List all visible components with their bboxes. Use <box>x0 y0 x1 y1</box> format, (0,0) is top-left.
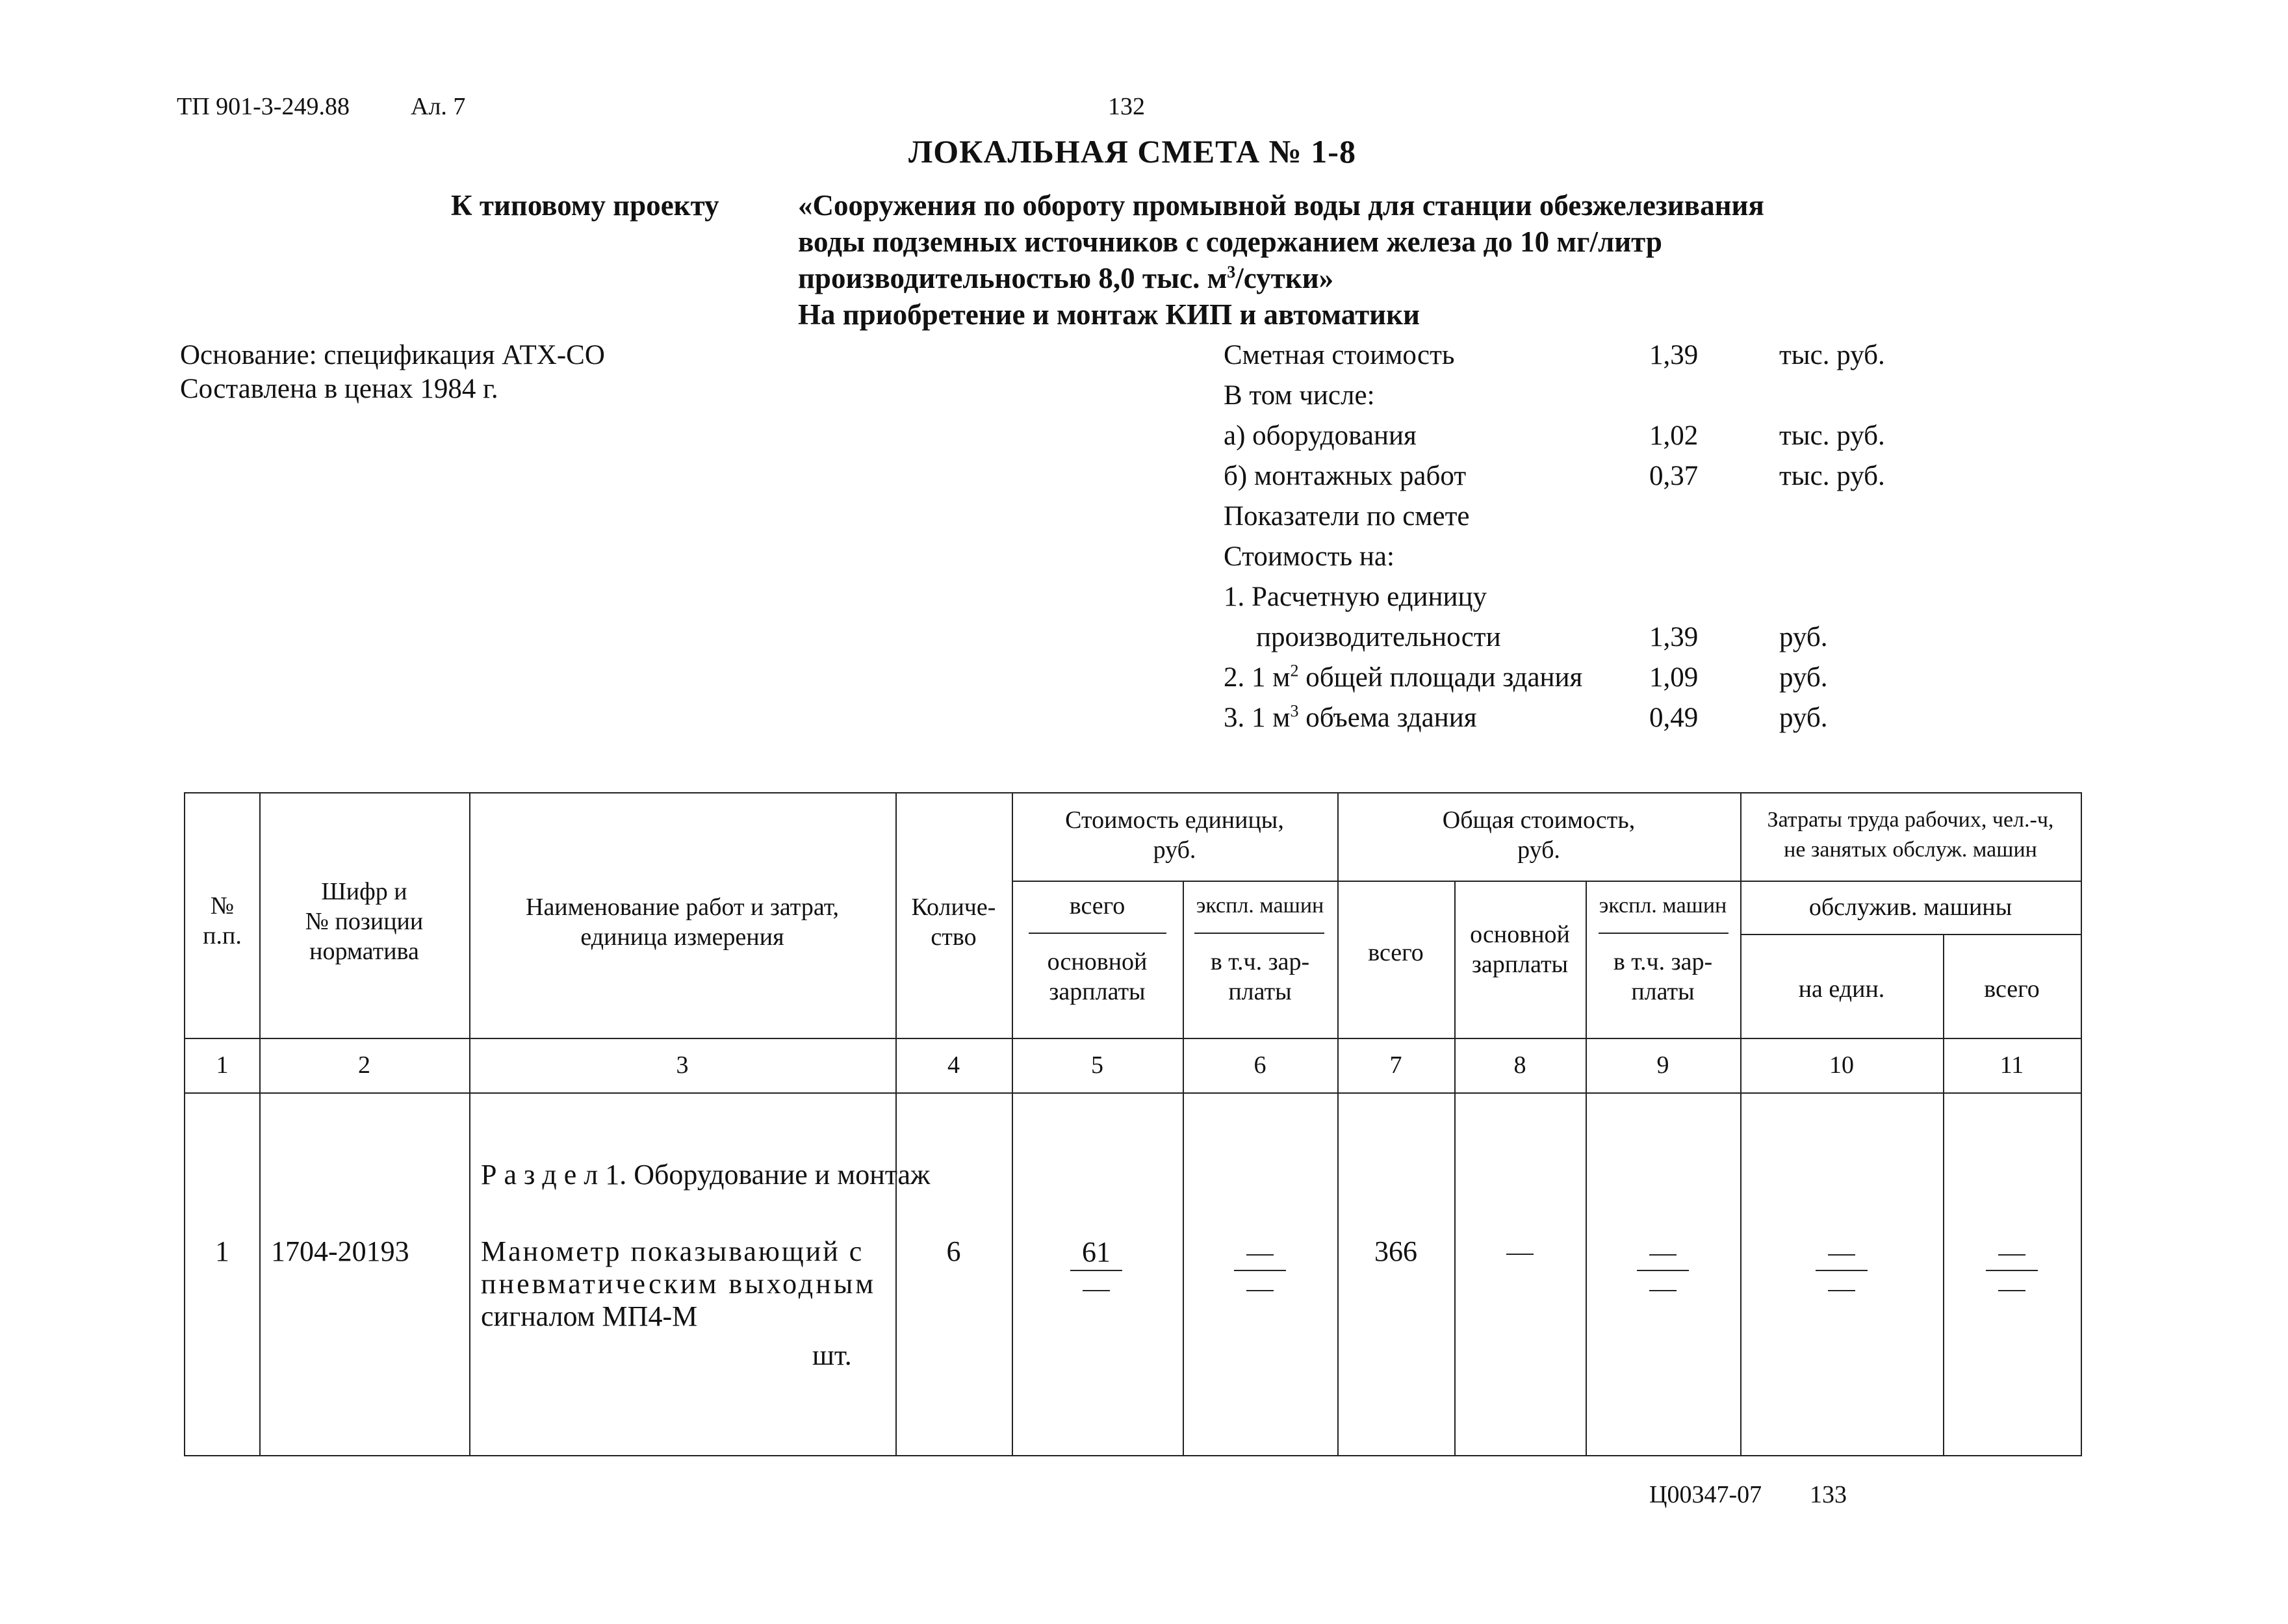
installation-unit: тыс. руб. <box>1779 461 1885 491</box>
project-line-2: воды подземных источников с содержанием железа до 10 мг/литр <box>798 226 1662 258</box>
cubic-superscript-2: 3 <box>1290 701 1299 721</box>
col-qty-header-line: Количе- <box>911 894 996 921</box>
incl-salary-header-line: в т.ч. зар- <box>1613 948 1713 975</box>
installation-label: б) монтажных работ <box>1224 461 1467 491</box>
row-unit-cost <box>1070 1235 1122 1304</box>
salary-header-line: основной <box>1047 948 1148 975</box>
including-label: В том числе: <box>1224 380 1375 411</box>
grid-line <box>1943 934 1944 1455</box>
total-cost-header-line: руб. <box>1517 836 1560 864</box>
album-number: Ал. 7 <box>411 93 466 120</box>
row-quantity: 6 <box>946 1235 961 1267</box>
incl-salary-header-line: в т.ч. зар- <box>1210 948 1310 975</box>
footer-page-number: 133 <box>1810 1481 1847 1508</box>
estimated-cost-value: 1,39 <box>1649 340 1699 370</box>
indicators-label: Показатели по смете <box>1224 501 1470 532</box>
labor-header <box>1740 805 2081 865</box>
estimated-cost-label: Сметная стоимость <box>1224 340 1455 370</box>
empty-value <box>1986 1271 2038 1304</box>
total-cost-machines-header: экспл. машин <box>1599 894 1727 918</box>
fraction-rule <box>1194 933 1324 934</box>
indicator-2-text: 2. 1 м <box>1224 662 1291 693</box>
indicator-3-label <box>1224 702 1477 734</box>
unit-cost-header-line: руб. <box>1153 836 1196 864</box>
column-number: 9 <box>1656 1051 1669 1079</box>
basis-line-2: Составлена в ценах 1984 г. <box>180 374 498 404</box>
labor-header-line: не занятых обслуж. машин <box>1784 838 2037 862</box>
row-total-salary <box>1454 1235 1586 1268</box>
col-no-header-line: п.п. <box>203 922 242 949</box>
col-qty-header <box>895 892 1012 952</box>
dash-mark <box>1246 1290 1274 1291</box>
labor-total-header: всего <box>1984 975 2040 1003</box>
empty-value <box>1234 1235 1286 1271</box>
project-line-4: На приобретение и монтаж КИП и автоматики <box>798 298 1420 331</box>
project-line-3 <box>798 260 1333 296</box>
row-name-line-3: сигналом МП4-М <box>481 1300 698 1332</box>
indicator-2-value: 1,09 <box>1649 662 1699 693</box>
indicator-2-unit: руб. <box>1779 662 1828 693</box>
indicator-1-value: 1,39 <box>1649 622 1699 652</box>
col-no-header <box>185 891 259 951</box>
cost-on-label: Стоимость на: <box>1224 541 1395 572</box>
column-number: 7 <box>1389 1051 1402 1079</box>
column-number: 2 <box>358 1051 370 1079</box>
document-code: ТП 901-3-249.88 <box>177 93 350 120</box>
indicator-1-label-a: 1. Расчетную единицу <box>1224 582 1487 612</box>
project-line-3-unit: /сутки» <box>1235 262 1334 294</box>
col-name-header <box>469 892 895 952</box>
square-superscript: 2 <box>1290 661 1299 680</box>
dash-mark <box>1998 1254 2025 1256</box>
unit-cost-header <box>1012 805 1337 865</box>
empty-value <box>1986 1235 2038 1271</box>
grid-line <box>185 1038 2081 1039</box>
page-number: 132 <box>1108 93 1145 120</box>
empty-value <box>1637 1271 1689 1304</box>
row-name-line-2: пневматическим выходным <box>481 1268 877 1300</box>
column-number: 11 <box>1999 1051 2024 1079</box>
indicator-3-value: 0,49 <box>1649 702 1699 733</box>
unit-cost-incl-salary-header <box>1183 947 1337 1007</box>
cubic-superscript: 3 <box>1227 263 1236 281</box>
col-code-header-line: норматива <box>309 938 419 965</box>
installation-value: 0,37 <box>1649 461 1699 491</box>
indicator-1-unit: руб. <box>1779 622 1828 652</box>
dash-mark <box>1506 1254 1534 1255</box>
grid-line <box>1740 881 2081 882</box>
total-cost-salary-header <box>1454 920 1586 979</box>
column-number: 5 <box>1091 1051 1103 1079</box>
col-qty-header-line: ство <box>931 923 977 951</box>
indicator-3-text-end: объема здания <box>1298 702 1477 733</box>
footer-code: Ц00347-07 <box>1649 1481 1762 1508</box>
indicator-1-label-b: производительности <box>1256 622 1501 652</box>
grid-line <box>185 1092 2081 1094</box>
estimate-table <box>184 792 2082 1456</box>
empty-value <box>1816 1235 1868 1271</box>
dash-mark <box>1649 1290 1677 1291</box>
total-cost-header-line: Общая стоимость, <box>1442 806 1636 834</box>
project-label: К типовому проекту <box>451 189 719 222</box>
col-code-header-line: Шифр и <box>321 878 407 905</box>
labor-header-line: Затраты труда рабочих, чел.-ч, <box>1767 808 2054 832</box>
basis-line-1: Основание: спецификация АТХ-СО <box>180 340 605 370</box>
row-unit: шт. <box>812 1339 852 1371</box>
equipment-label: а) оборудования <box>1224 420 1417 451</box>
grid-line <box>1337 793 1339 1455</box>
col-no-header-line: № <box>210 892 235 920</box>
section-label: Р а з д е л 1. Оборудование и монтаж <box>481 1159 931 1191</box>
row-name-line-1: Манометр показывающий с <box>481 1235 864 1267</box>
fraction-rule <box>1029 933 1166 934</box>
column-number: 6 <box>1253 1051 1266 1079</box>
incl-salary-header-line: платы <box>1631 978 1695 1005</box>
empty-value <box>1637 1235 1689 1271</box>
salary-header-line: основной <box>1470 921 1570 948</box>
page-title: ЛОКАЛЬНАЯ СМЕТА № 1-8 <box>908 133 1356 170</box>
grid-line <box>1740 934 2081 935</box>
col-code-header-line: № позиции <box>305 908 424 935</box>
row-code: 1704-20193 <box>271 1235 409 1267</box>
equipment-value: 1,02 <box>1649 420 1699 451</box>
grid-line <box>1012 881 1740 882</box>
fraction-rule <box>1599 933 1729 934</box>
dash-mark <box>1828 1290 1855 1291</box>
total-cost-all-header: всего <box>1368 939 1424 966</box>
unit-cost-header-line: Стоимость единицы, <box>1065 806 1284 834</box>
empty-value <box>1234 1271 1286 1304</box>
row-number: 1 <box>215 1235 229 1267</box>
dash-mark <box>1828 1254 1855 1256</box>
project-line-3-text: производительностью 8,0 тыс. м <box>798 262 1228 294</box>
dash-mark <box>1083 1290 1110 1291</box>
column-number: 8 <box>1513 1051 1526 1079</box>
empty-value <box>1070 1271 1122 1304</box>
row-total-cost: 366 <box>1374 1235 1417 1267</box>
estimated-cost-unit: тыс. руб. <box>1779 340 1885 370</box>
row-labor-per-unit <box>1816 1235 1868 1304</box>
service-machines-header: обслужив. машины <box>1808 894 2012 921</box>
column-number: 3 <box>676 1051 689 1079</box>
column-number: 10 <box>1829 1051 1854 1079</box>
column-number: 4 <box>947 1051 960 1079</box>
empty-value <box>1816 1271 1868 1304</box>
col-code-header <box>259 877 469 966</box>
dash-mark <box>1649 1254 1677 1256</box>
project-line-1: «Сооружения по обороту промывной воды для станции обезжелезивания <box>798 189 1764 222</box>
indicator-2-text-end: общей площади здания <box>1298 662 1583 693</box>
indicator-3-unit: руб. <box>1779 702 1828 733</box>
row-total-machines <box>1637 1235 1689 1304</box>
indicator-3-text: 3. 1 м <box>1224 702 1291 733</box>
col-name-header-line: Наименование работ и затрат, <box>526 894 839 921</box>
row-unit-machines <box>1234 1235 1286 1304</box>
col-name-header-line: единица измерения <box>580 923 784 951</box>
unit-cost-machines-header: экспл. машин <box>1196 894 1324 918</box>
row-labor-total <box>1986 1235 2038 1304</box>
unit-cost-total-header: всего <box>1069 892 1125 920</box>
salary-header-line: зарплаты <box>1471 951 1569 978</box>
incl-salary-header-line: платы <box>1228 978 1292 1005</box>
column-number: 1 <box>216 1051 229 1079</box>
unit-cost-salary-header <box>1012 947 1183 1007</box>
total-cost-header <box>1337 805 1740 865</box>
dash-mark <box>1246 1254 1274 1256</box>
unit-cost-value: 61 <box>1070 1235 1122 1271</box>
labor-per-unit-header: на един. <box>1798 975 1885 1003</box>
total-cost-incl-salary-header <box>1586 947 1740 1007</box>
indicator-2-label <box>1224 662 1582 693</box>
dash-mark <box>1998 1290 2025 1291</box>
salary-header-line: зарплаты <box>1049 978 1146 1005</box>
equipment-unit: тыс. руб. <box>1779 420 1885 451</box>
